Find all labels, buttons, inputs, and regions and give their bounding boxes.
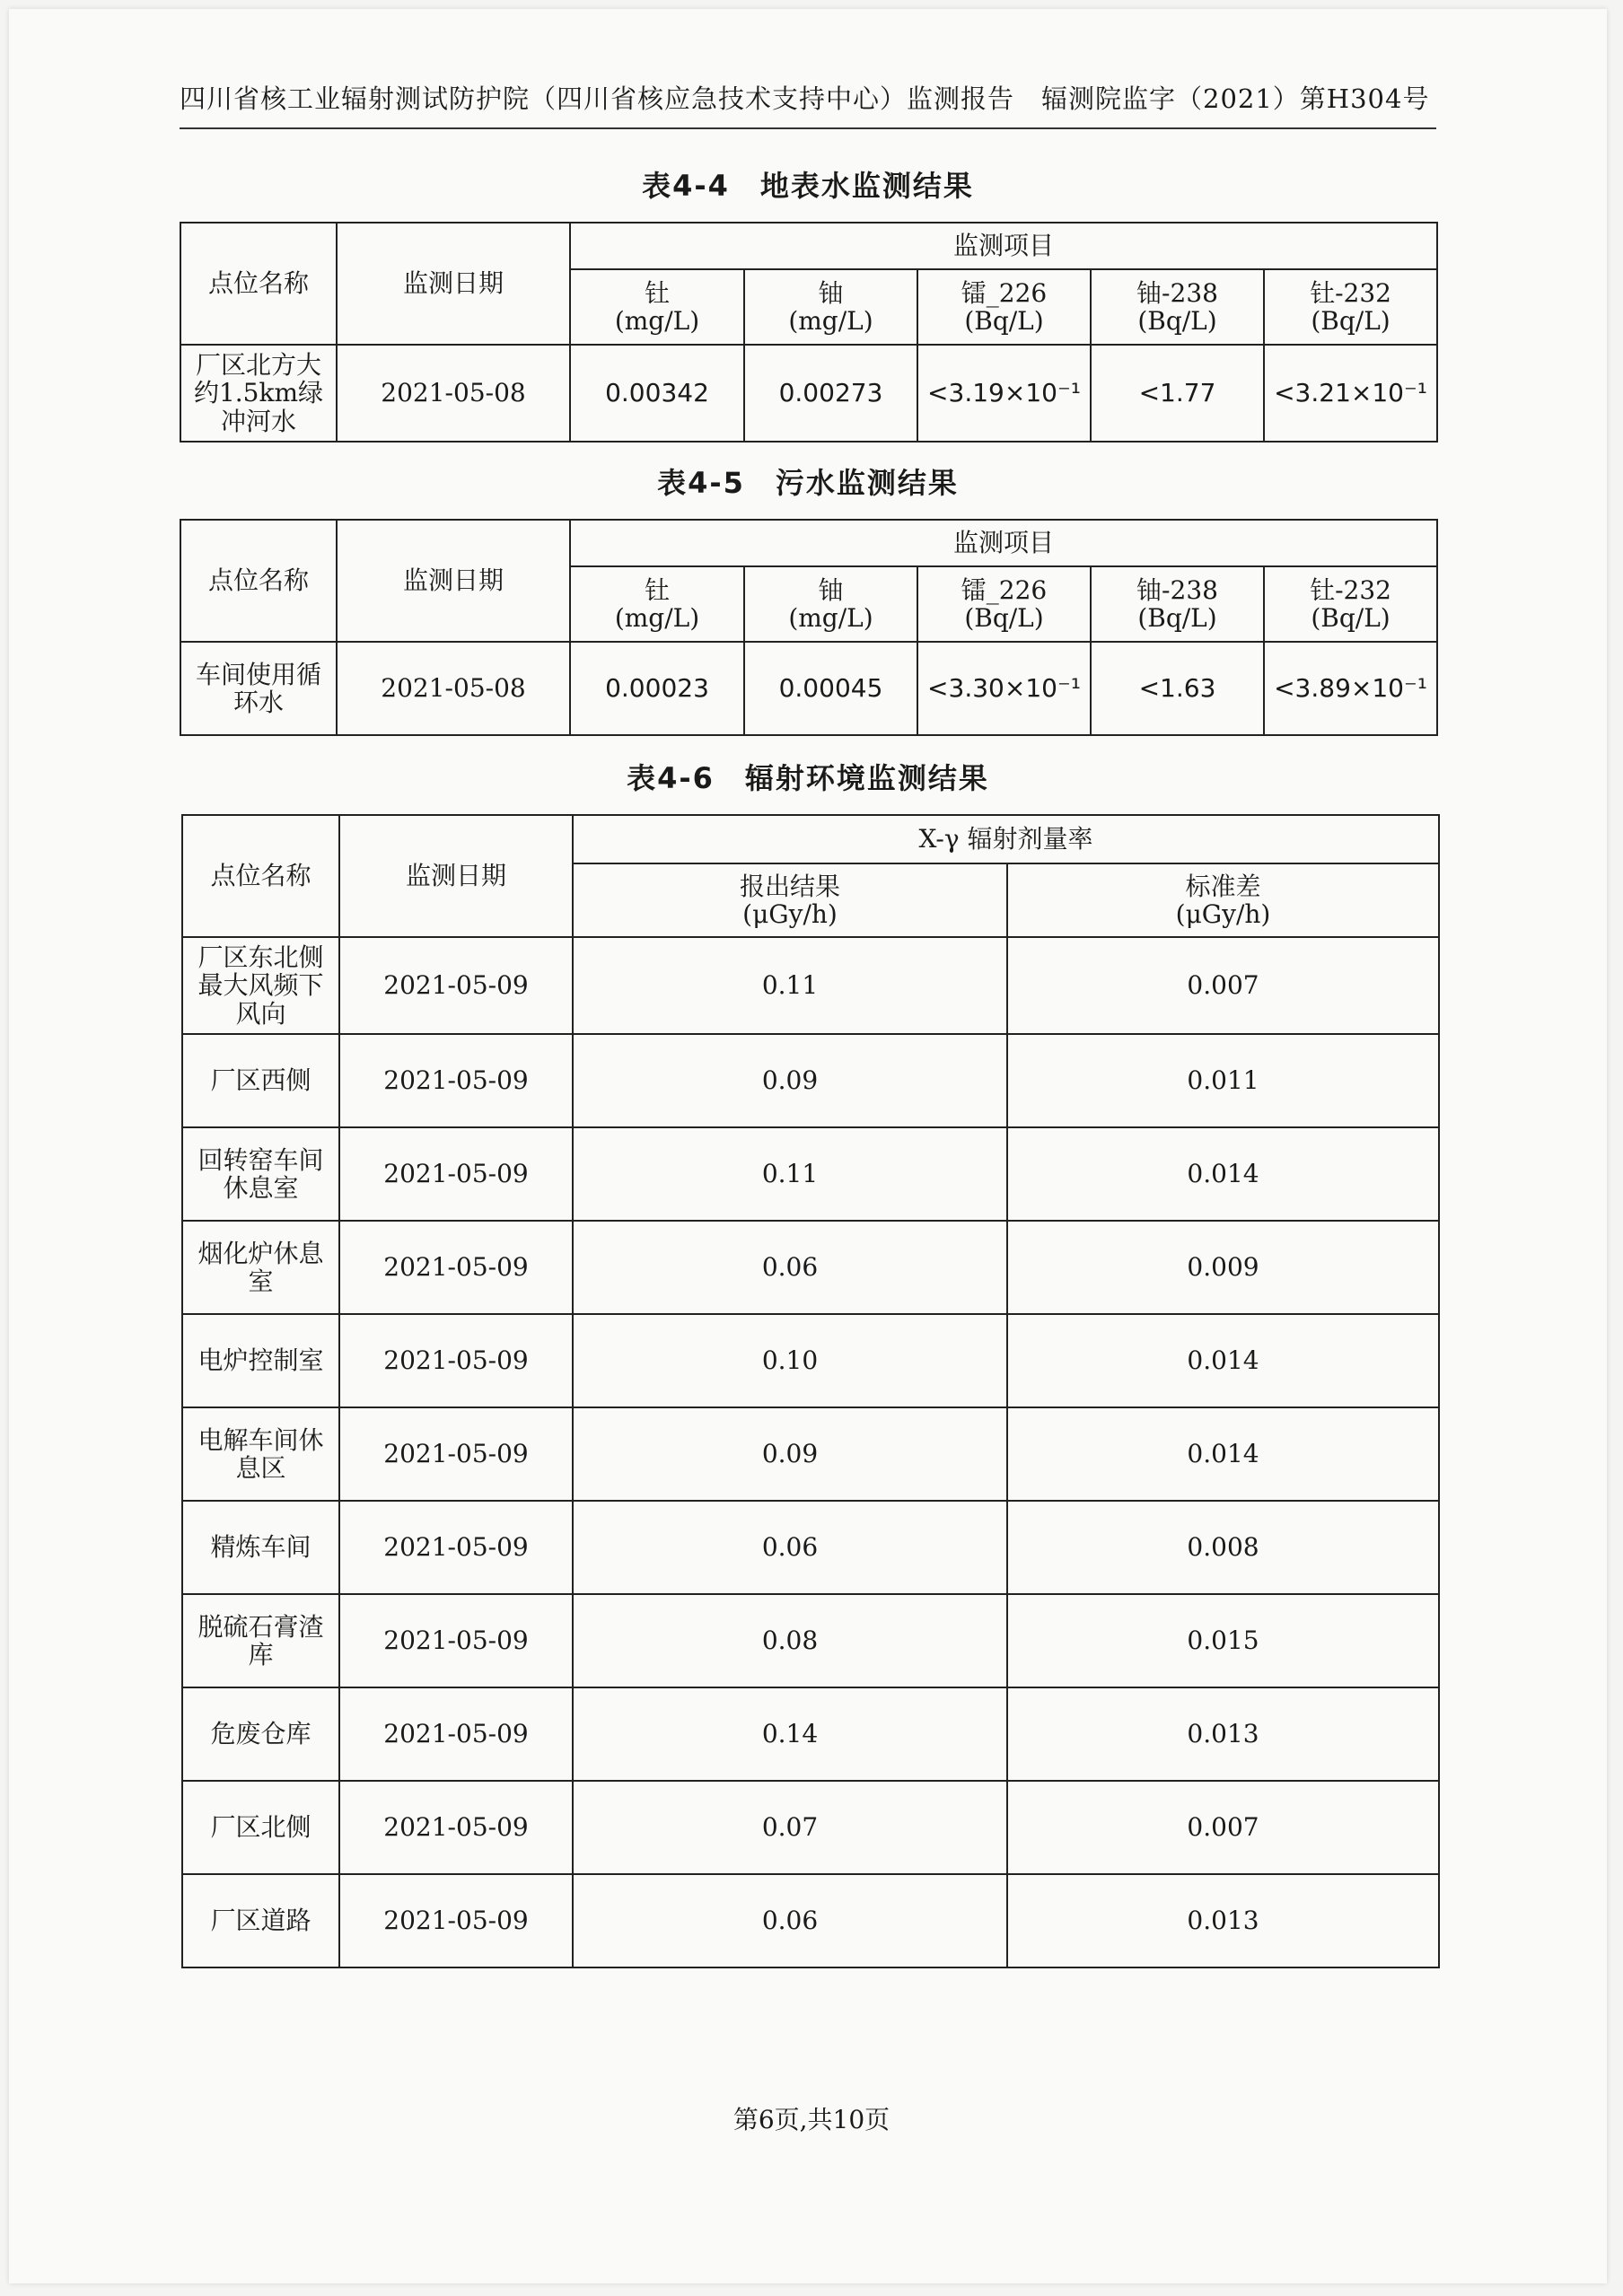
date-cell: 2021-05-09 <box>339 937 573 1034</box>
date-cell: 2021-05-09 <box>339 1034 573 1127</box>
table-row <box>180 345 1437 442</box>
point-cell: 烟化炉休息室 <box>182 1221 339 1314</box>
point-cell: 厂区东北侧最大风频下风向 <box>182 937 339 1034</box>
date-cell: 2021-05-09 <box>339 1594 573 1687</box>
table-row <box>182 1781 1439 1874</box>
item-header: 铀 (mg/L) <box>744 566 917 642</box>
table-row <box>180 642 1437 735</box>
col-header-date: 监测日期 <box>337 520 570 642</box>
std-cell: 0.014 <box>1007 1127 1439 1221</box>
table-row <box>182 1127 1439 1221</box>
col-header-date: 监测日期 <box>337 223 570 345</box>
point-cell: 危废仓库 <box>182 1687 339 1781</box>
date-cell: 2021-05-09 <box>339 1874 573 1967</box>
item-header: 钍 (mg/L) <box>570 269 744 345</box>
point-cell: 厂区北侧 <box>182 1781 339 1874</box>
date-cell: 2021-05-09 <box>339 1221 573 1314</box>
col-header-std: 标准差 (μGy/h) <box>1007 863 1439 937</box>
table-row <box>182 1034 1439 1127</box>
table-row <box>182 1407 1439 1501</box>
result-cell: 0.11 <box>573 937 1007 1034</box>
item-header: 钍-232 (Bq/L) <box>1264 269 1437 345</box>
result-cell: 0.14 <box>573 1687 1007 1781</box>
table-4-6-title: 表4-6 辐射环境监测结果 <box>627 761 989 795</box>
item-header: 铀 (mg/L) <box>744 269 917 345</box>
item-header: 铀-238 (Bq/L) <box>1091 269 1264 345</box>
std-cell: 0.011 <box>1007 1034 1439 1127</box>
report-header: 四川省核工业辐射测试防护院（四川省核应急技术支持中心）监测报告 辐测院监字（2021）第H304号 <box>180 83 1430 114</box>
col-header-items: 监测项目 <box>570 223 1437 269</box>
date-cell: 2021-05-08 <box>337 345 570 442</box>
table-row <box>182 937 1439 1034</box>
header-rule <box>180 127 1436 129</box>
result-cell: 0.10 <box>573 1314 1007 1407</box>
point-cell: 精炼车间 <box>182 1501 339 1594</box>
point-cell: 回转窑车间休息室 <box>182 1127 339 1221</box>
value-cell: <3.30×10⁻¹ <box>917 642 1091 735</box>
result-cell: 0.08 <box>573 1594 1007 1687</box>
date-cell: 2021-05-09 <box>339 1314 573 1407</box>
col-header-point: 点位名称 <box>180 223 337 345</box>
result-cell: 0.06 <box>573 1221 1007 1314</box>
item-header: 镭_226 (Bq/L) <box>917 269 1091 345</box>
result-cell: 0.06 <box>573 1874 1007 1967</box>
table-row <box>182 1221 1439 1314</box>
radiation-table <box>181 814 1440 1968</box>
std-cell: 0.008 <box>1007 1501 1439 1594</box>
date-cell: 2021-05-09 <box>339 1781 573 1874</box>
table-row <box>182 1501 1439 1594</box>
value-cell: 0.00045 <box>744 642 917 735</box>
item-header: 钍-232 (Bq/L) <box>1264 566 1437 642</box>
date-cell: 2021-05-08 <box>337 642 570 735</box>
date-cell: 2021-05-09 <box>339 1501 573 1594</box>
point-cell: 电解车间休息区 <box>182 1407 339 1501</box>
result-cell: 0.09 <box>573 1407 1007 1501</box>
item-header: 钍 (mg/L) <box>570 566 744 642</box>
std-cell: 0.013 <box>1007 1874 1439 1967</box>
point-cell: 车间使用循环水 <box>180 642 337 735</box>
page-number: 第6页,共10页 <box>733 2105 890 2134</box>
value-cell: <3.89×10⁻¹ <box>1264 642 1437 735</box>
table-row <box>182 1874 1439 1967</box>
value-cell: <3.21×10⁻¹ <box>1264 345 1437 442</box>
table-4-5-title: 表4-5 污水监测结果 <box>657 466 959 500</box>
wastewater-table <box>180 519 1438 736</box>
surface-water-table <box>180 222 1438 443</box>
result-cell: 0.07 <box>573 1781 1007 1874</box>
table-row <box>182 1687 1439 1781</box>
std-cell: 0.015 <box>1007 1594 1439 1687</box>
col-header-result: 报出结果 (μGy/h) <box>573 863 1007 937</box>
std-cell: 0.007 <box>1007 1781 1439 1874</box>
item-header: 铀-238 (Bq/L) <box>1091 566 1264 642</box>
col-header-point: 点位名称 <box>180 520 337 642</box>
point-cell: 电炉控制室 <box>182 1314 339 1407</box>
std-cell: 0.007 <box>1007 937 1439 1034</box>
std-cell: 0.014 <box>1007 1314 1439 1407</box>
std-cell: 0.009 <box>1007 1221 1439 1314</box>
point-cell: 脱硫石膏渣库 <box>182 1594 339 1687</box>
date-cell: 2021-05-09 <box>339 1127 573 1221</box>
point-cell: 厂区道路 <box>182 1874 339 1967</box>
col-header-dose-rate: X-γ 辐射剂量率 <box>573 815 1439 863</box>
result-cell: 0.09 <box>573 1034 1007 1127</box>
value-cell: <3.19×10⁻¹ <box>917 345 1091 442</box>
date-cell: 2021-05-09 <box>339 1687 573 1781</box>
table-4-4-title: 表4-4 地表水监测结果 <box>642 169 974 203</box>
std-cell: 0.013 <box>1007 1687 1439 1781</box>
value-cell: <1.63 <box>1091 642 1264 735</box>
result-cell: 0.06 <box>573 1501 1007 1594</box>
col-header-date: 监测日期 <box>339 815 573 937</box>
table-row <box>182 1314 1439 1407</box>
value-cell: <1.77 <box>1091 345 1264 442</box>
item-header: 镭_226 (Bq/L) <box>917 566 1091 642</box>
std-cell: 0.014 <box>1007 1407 1439 1501</box>
point-cell: 厂区西侧 <box>182 1034 339 1127</box>
date-cell: 2021-05-09 <box>339 1407 573 1501</box>
col-header-point: 点位名称 <box>182 815 339 937</box>
value-cell: 0.00273 <box>744 345 917 442</box>
value-cell: 0.00342 <box>570 345 744 442</box>
table-row <box>182 1594 1439 1687</box>
point-cell: 厂区北方大约1.5km绿冲河水 <box>180 345 337 442</box>
result-cell: 0.11 <box>573 1127 1007 1221</box>
col-header-items: 监测项目 <box>570 520 1437 566</box>
value-cell: 0.00023 <box>570 642 744 735</box>
